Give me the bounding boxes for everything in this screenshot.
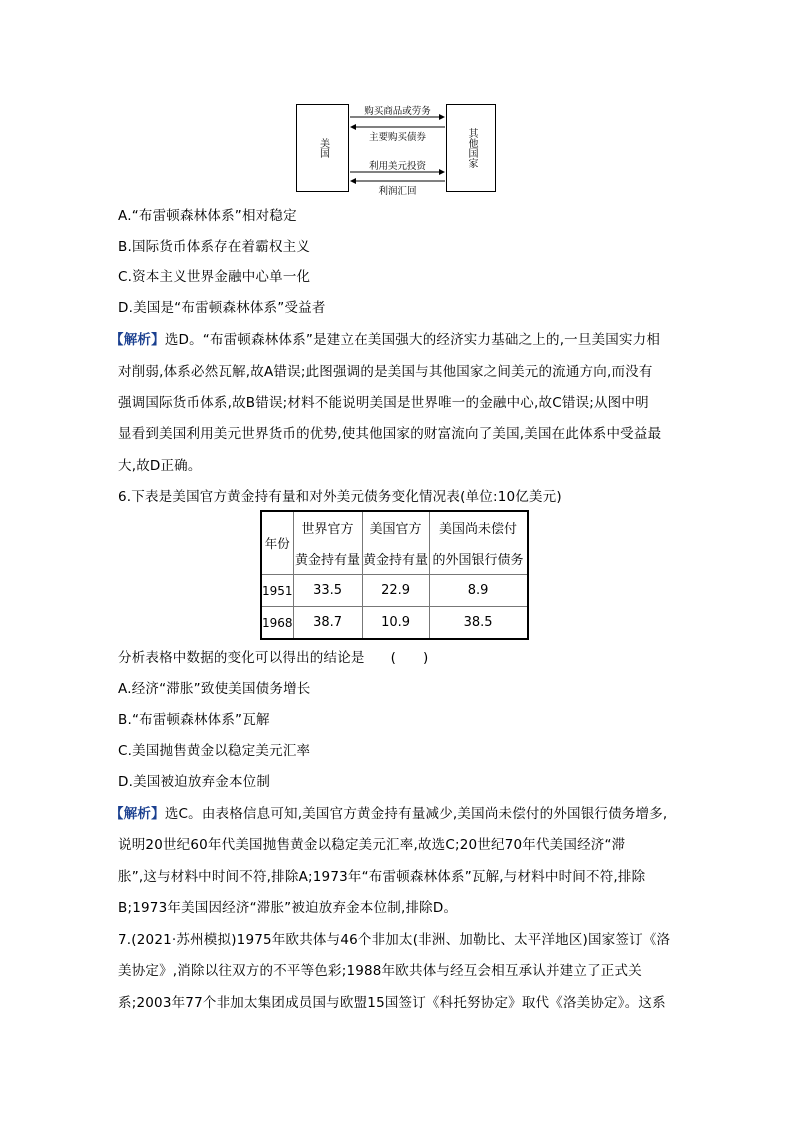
q5-option-d: D.美国是“布雷顿森林体系”受益者: [118, 300, 326, 316]
q5-option-a: A.“布雷顿森林体系”相对稳定: [118, 208, 297, 224]
table-header-us-debt-1: 美国尚未偿付: [429, 511, 528, 543]
q5-analysis-line-4: 显看到美国利用美元世界货币的优势,使其他国家的财富流向了美国,美国在此体系中受益最: [118, 426, 662, 442]
table-header-row: [261, 511, 528, 543]
table-header-year: 年份: [261, 511, 293, 575]
usa-box: [296, 104, 349, 192]
table-header-us-gold-1: 美国官方: [362, 511, 429, 543]
table-cell-year: 1951: [261, 575, 293, 607]
arrow-label-invest-dollars: 利用美元投资: [368, 161, 426, 172]
table-header-row-2: [261, 543, 528, 575]
q5-analysis-text-1: 选D。“布雷顿森林体系”是建立在美国强大的经济实力基础之上的,一旦美国实力相: [164, 332, 661, 348]
table-cell: 22.9: [362, 575, 429, 607]
q6-analysis-text-1: 选C。由表格信息可知,美国官方黄金持有量减少,美国尚未偿付的外国银行债务增多,: [164, 806, 668, 822]
q7-line-2: 美协定》,消除以往双方的不平等色彩;1988年欧共体与经互会相互承认并建立了正式关: [118, 963, 642, 979]
q6-analysis-tag: 【解析】: [110, 806, 165, 822]
q6-stem: 6.下表是美国官方黄金持有量和对外美元债务变化情况表(单位:10亿美元): [118, 489, 562, 505]
q6-data-table: [260, 510, 529, 640]
table-header-us-gold-2: 黄金持有量: [362, 543, 429, 575]
q5-option-b: B.国际货币体系存在着霸权主义: [118, 239, 311, 255]
q5-analysis-line-2: 对削弱,体系必然瓦解,故A错误;此图强调的是美国与其他国家之间美元的流通方向,而没有: [118, 364, 653, 380]
q5-analysis-line-3: 强调国际货币体系,故B错误;材料不能说明美国是世界唯一的金融中心,故C错误;从图中明: [118, 395, 649, 411]
table-row: [261, 607, 528, 640]
table-cell: 10.9: [362, 607, 429, 640]
other-countries-box-label: 其他国家: [466, 128, 477, 168]
flow-diagram: [296, 101, 496, 197]
q7-line-1: 7.(2021·苏州模拟)1975年欧共体与46个非加太(非洲、加勒比、太平洋地区)国家签订《洛: [118, 932, 671, 948]
q5-analysis-tag: 【解析】: [110, 332, 165, 348]
table-header-world-gold-1: 世界官方: [293, 511, 362, 543]
q6-analysis-line-4: B;1973年美国因经济“滞胀”被迫放弃金本位制,排除D。: [118, 900, 458, 916]
q6-answer-paren: ( ): [390, 650, 429, 666]
table-cell: 8.9: [429, 575, 528, 607]
table-cell: 38.5: [429, 607, 528, 640]
q5-analysis-line-1: [110, 330, 685, 350]
q7-line-3: 系;2003年77个非加太集团成员国与欧盟15国签订《科托努协定》取代《洛美协定》。这系: [118, 995, 666, 1011]
q6-analysis-line-2: 说明20世纪60年代美国抛售黄金以稳定美元汇率,故选C;20世纪70年代美国经济“滞: [118, 837, 626, 853]
table-cell: 33.5: [293, 575, 362, 607]
arrow-label-buy-bonds: 主要购买债券: [368, 132, 426, 143]
q6-option-d: D.美国被迫放弃金本位制: [118, 774, 271, 790]
other-countries-box: [446, 104, 496, 192]
q6-prompt: 分析表格中数据的变化可以得出的结论是: [118, 650, 365, 666]
arrow-label-profit-return: 利润汇回: [378, 186, 417, 197]
table-row: [261, 575, 528, 607]
usa-box-label: 美国: [317, 138, 329, 158]
q5-option-c: C.资本主义世界金融中心单一化: [118, 269, 311, 285]
q6-option-c: C.美国抛售黄金以稳定美元汇率: [118, 743, 311, 759]
table-cell: 38.7: [293, 607, 362, 640]
q6-prompt-line: [118, 648, 693, 668]
table-header-world-gold-2: 黄金持有量: [293, 543, 362, 575]
q5-analysis-line-5: 大,故D正确。: [118, 458, 202, 474]
q6-option-a: A.经济“滞胀”致使美国债务增长: [118, 681, 311, 697]
table-header-us-debt-2: 的外国银行债务: [429, 543, 528, 575]
q6-option-b: B.“布雷顿森林体系”瓦解: [118, 712, 270, 728]
q6-analysis-line-1: [110, 804, 685, 824]
q6-analysis-line-3: 胀”,这与材料中时间不符,排除A;1973年“布雷顿森林体系”瓦解,与材料中时间不符,排除: [118, 869, 646, 885]
table-cell-year: 1968: [261, 607, 293, 640]
arrow-label-buy-goods: 购买商品或劳务: [364, 106, 431, 117]
